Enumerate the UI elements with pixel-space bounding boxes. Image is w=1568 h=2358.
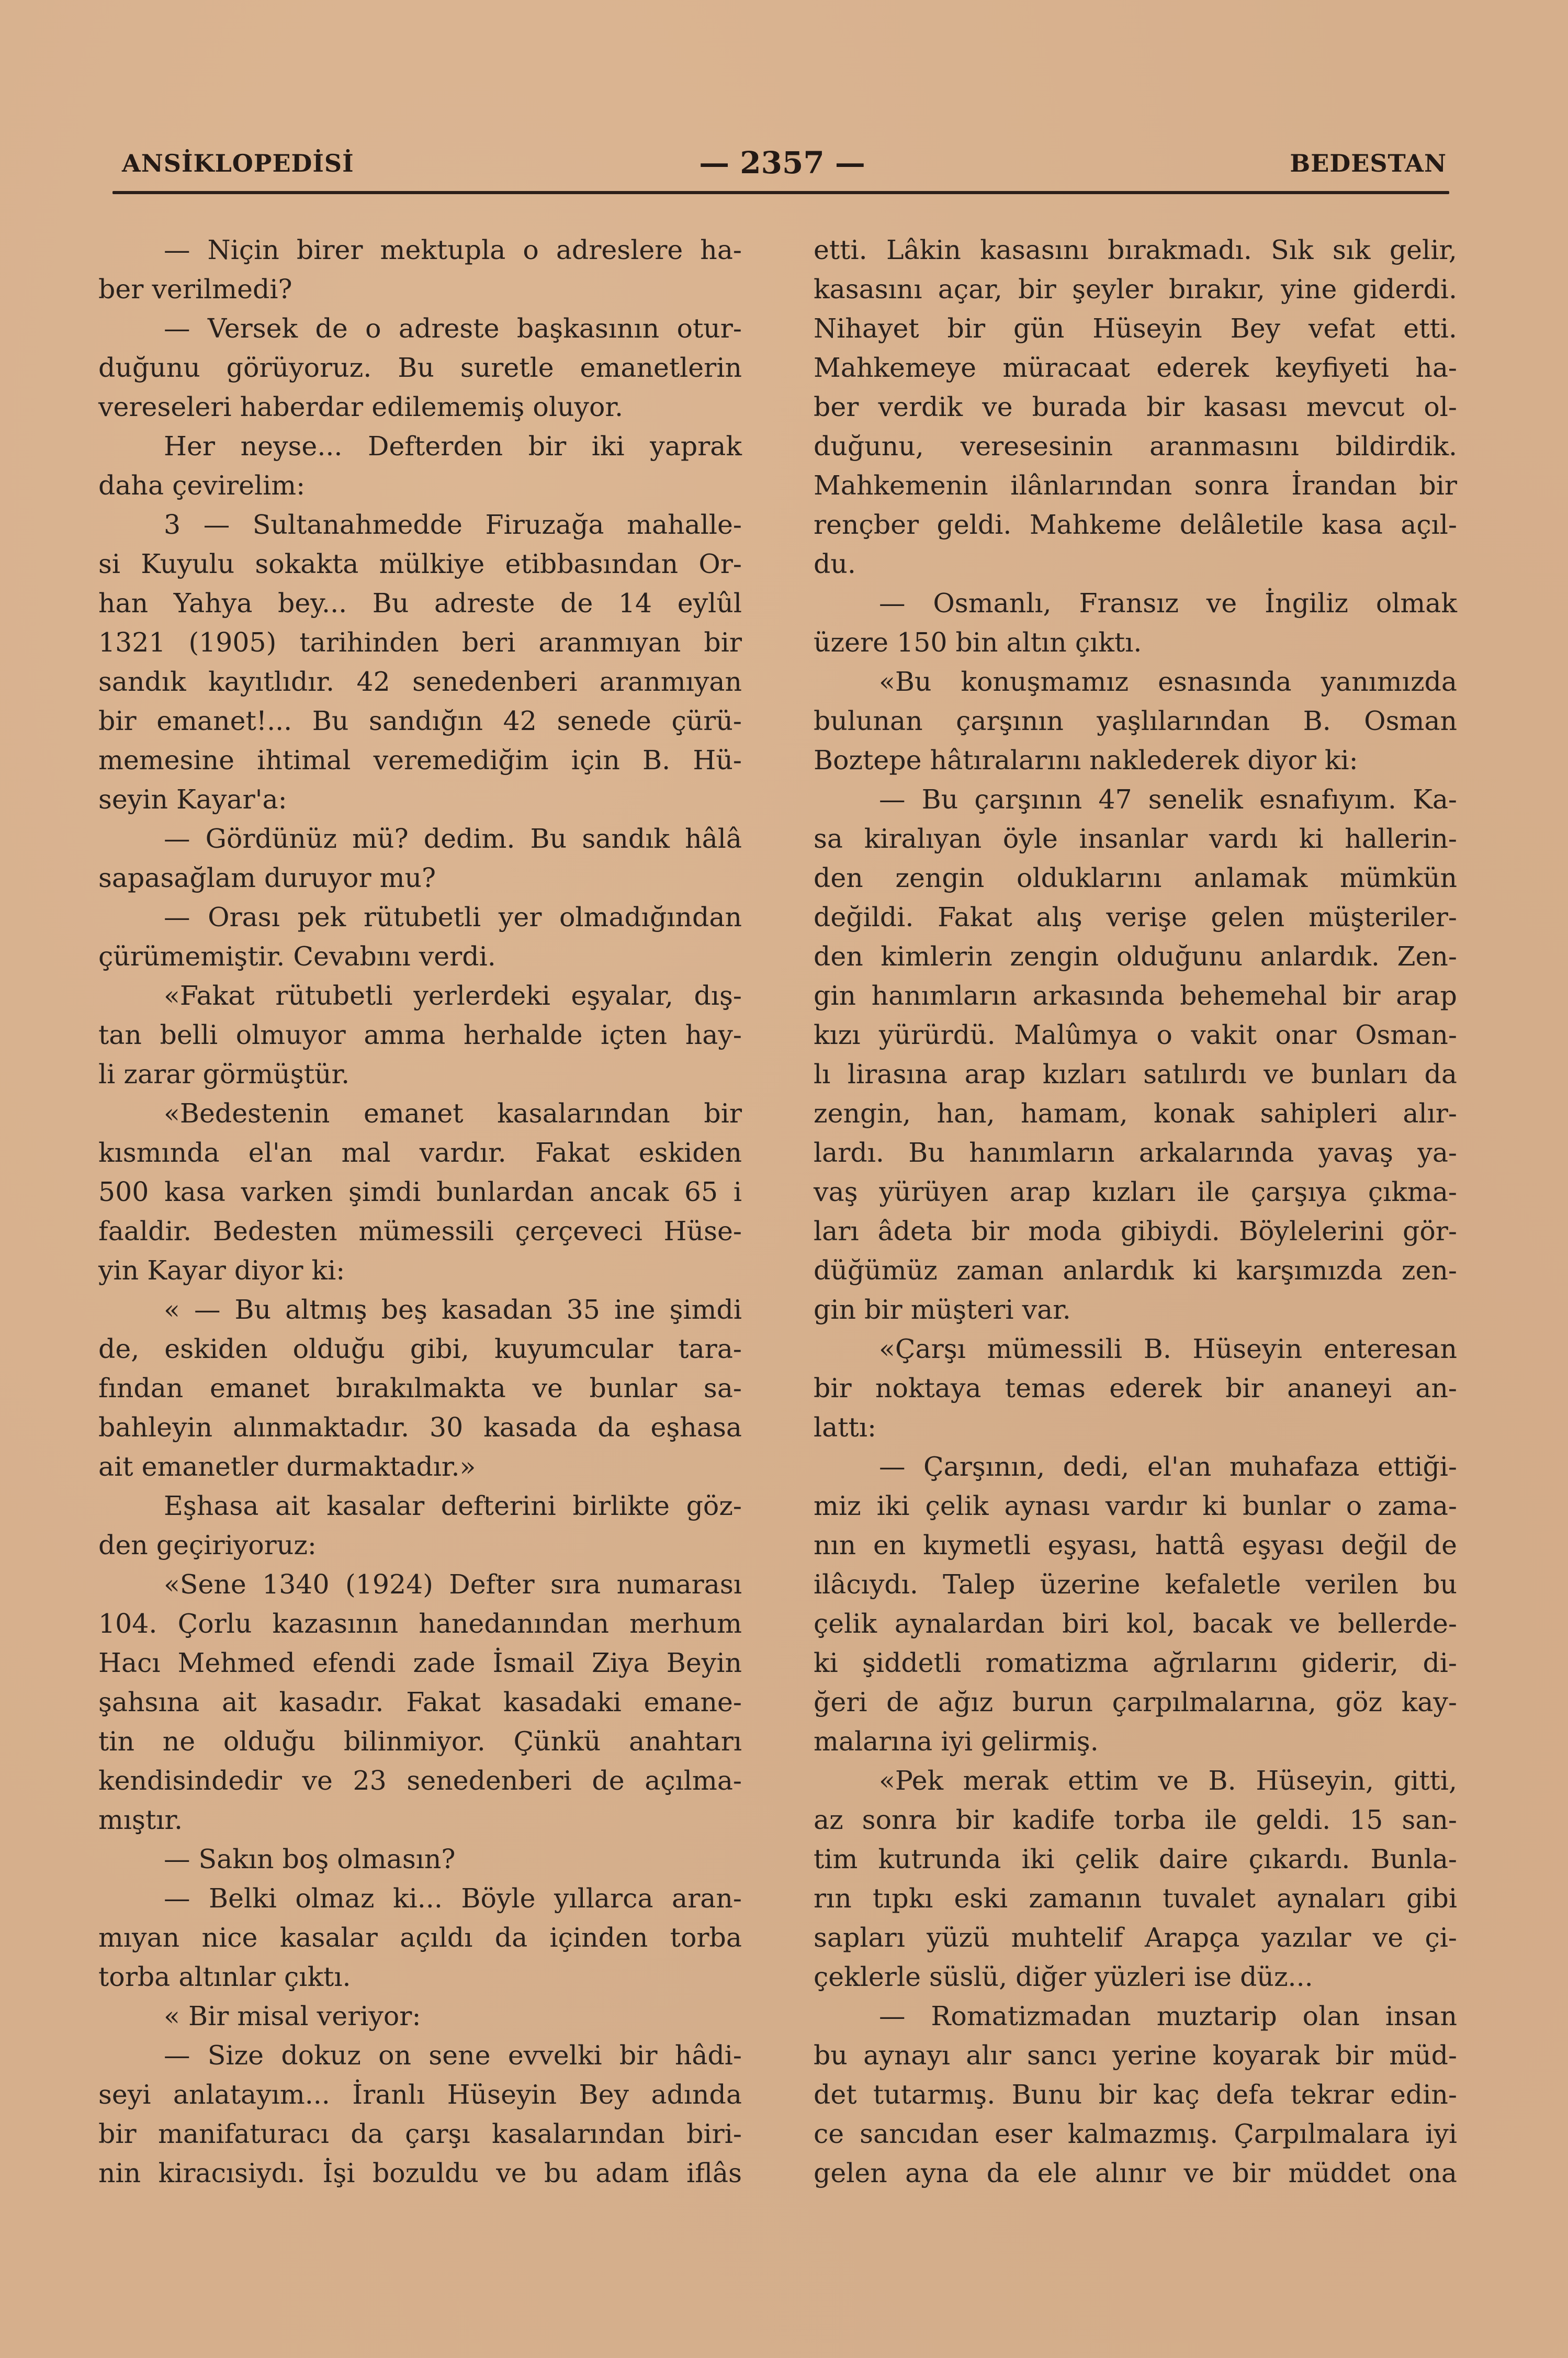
text-line: Mahkemenin ilânlarından sonra İrandan bir <box>814 470 1457 501</box>
text-line: duğunu görüyoruz. Bu suretle emanetlerin <box>98 352 742 383</box>
text-line: vereseleri haberdar edilememiş oluyor. <box>98 391 624 422</box>
running-head-left: ANSİKLOPEDİSİ <box>122 149 354 177</box>
text-line: rençber geldi. Mahkeme delâletile kasa açıl- <box>814 509 1457 540</box>
paragraph <box>98 1839 742 1879</box>
paragraph <box>98 1996 742 2036</box>
text-line: şahsına ait kasadır. Fakat kasadaki emane- <box>98 1687 742 1717</box>
text-line: çürümemiştir. Cevabını verdi. <box>98 941 496 972</box>
text-line: 3 — Sultanahmedde Firuzağa mahalle- <box>164 509 742 540</box>
paragraph <box>98 230 742 309</box>
paragraph <box>814 1761 1457 1996</box>
text-line: lattı: <box>814 1412 877 1443</box>
text-line: sapları yüzü muhtelif Arapça yazılar ve çi- <box>814 1922 1457 1953</box>
text-line: nin kiracısiydı. İşi bozuldu ve bu adam iflâs <box>98 2158 742 2188</box>
text-line: Hacı Mehmed efendi zade İsmail Ziya Beyin <box>98 1647 742 1678</box>
text-line: kasasını açar, bir şeyler bırakır, yine giderdi. <box>814 274 1457 305</box>
text-line: memesine ihtimal veremediğim için B. Hü- <box>98 745 742 776</box>
text-line: torba altınlar çıktı. <box>98 1961 351 1992</box>
text-line: malarına iyi gelirmiş. <box>814 1726 1099 1757</box>
paragraph <box>98 897 742 976</box>
paragraph <box>814 230 1457 583</box>
text-line: — Size dokuz on sene evvelki bir hâdi- <box>164 2040 742 2071</box>
text-line: « Bir misal veriyor: <box>164 2001 421 2031</box>
paragraph <box>98 505 742 819</box>
text-line: faaldir. Bedesten mümessili çerçeveci Hüse- <box>98 1216 742 1247</box>
paragraph <box>814 1447 1457 1761</box>
text-line: — Versek de o adreste başkasının otur- <box>164 313 742 344</box>
text-line: det tutarmış. Bunu bir kaç defa tekrar edin- <box>814 2079 1457 2110</box>
text-line: «Bu konuşmamız esnasında yanımızda <box>879 666 1457 697</box>
text-line: sapasağlam duruyor mu? <box>98 862 436 893</box>
text-line: si Kuyulu sokakta mülkiye etibbasından Or- <box>98 548 742 579</box>
paragraph <box>98 1565 742 1839</box>
page-number: — 2357 — <box>699 145 865 181</box>
text-line: den geçiriyoruz: <box>98 1530 317 1560</box>
text-line: Mahkemeye müracaat ederek keyfiyeti ha- <box>814 352 1457 383</box>
text-line: Nihayet bir gün Hüseyin Bey vefat etti. <box>814 313 1457 344</box>
text-line: nın en kıymetli eşyası, hattâ eşyası değil de <box>814 1530 1457 1560</box>
text-line: fından emanet bırakılmakta ve bunlar sa- <box>98 1373 742 1403</box>
page-header <box>118 145 1447 191</box>
text-line: bu aynayı alır sancı yerine koyarak bir müd- <box>814 2040 1457 2071</box>
text-line: kısmında el'an mal vardır. Fakat eskiden <box>98 1137 742 1168</box>
text-line: bir noktaya temas ederek bir ananeyi an- <box>814 1373 1457 1403</box>
text-line: li zarar görmüştür. <box>98 1059 350 1090</box>
text-line: bahleyin alınmaktadır. 30 kasada da eşhasa <box>98 1412 742 1443</box>
text-line: yin Kayar diyor ki: <box>98 1255 345 1286</box>
text-line: tin ne olduğu bilinmiyor. Çünkü anahtarı <box>98 1726 742 1757</box>
text-line: üzere 150 bin altın çıktı. <box>814 627 1142 658</box>
text-line: rın tıpkı eski zamanın tuvalet aynaları gibi <box>814 1883 1457 1914</box>
paragraph <box>814 583 1457 662</box>
text-line: seyin Kayar'a: <box>98 784 287 815</box>
text-line: den kimlerin zengin olduğunu anlardık. Zen- <box>814 941 1457 972</box>
text-line: 500 kasa varken şimdi bunlardan ancak 65 i <box>98 1176 742 1207</box>
text-line: — Sakın boş olmasın? <box>164 1844 456 1874</box>
text-line: tim kutrunda iki çelik daire çıkardı. Bunla- <box>814 1844 1457 1874</box>
text-line: daha çevirelim: <box>98 470 306 501</box>
text-line: etti. Lâkin kasasını bırakmadı. Sık sık gelir, <box>814 234 1457 265</box>
paragraph <box>814 780 1457 1329</box>
text-line: — Belki olmaz ki... Böyle yıllarca aran- <box>164 1883 742 1914</box>
text-line: «Bedestenin emanet kasalarından bir <box>164 1098 742 1129</box>
text-line: ilâcıydı. Talep üzerine kefaletle verilen bu <box>814 1569 1457 1600</box>
text-line: de, eskiden olduğu gibi, kuyumcular tara- <box>98 1333 742 1364</box>
text-line: seyi anlatayım... İranlı Hüseyin Bey adında <box>98 2079 742 2110</box>
paragraph <box>814 1996 1457 2193</box>
text-line: az sonra bir kadife torba ile geldi. 15 san- <box>814 1804 1457 1835</box>
running-head-right: BEDESTAN <box>1290 149 1447 177</box>
text-line: gelen ayna da ele alınır ve bir müddet ona <box>814 2158 1457 2188</box>
text-line: — Orası pek rütubetli yer olmadığından <box>164 902 742 933</box>
text-line: ber verilmedi? <box>98 274 292 305</box>
paragraph <box>814 1329 1457 1447</box>
paragraph <box>98 426 742 505</box>
paragraph <box>98 1486 742 1565</box>
text-line: ait emanetler durmaktadır.» <box>98 1451 476 1482</box>
text-line: bir emanet!... Bu sandığın 42 senede çürü- <box>98 705 742 736</box>
text-line: — Niçin birer mektupla o adreslere ha- <box>164 234 742 265</box>
paragraph <box>98 309 742 426</box>
text-line: mıştır. <box>98 1804 183 1835</box>
text-line: — Romatizmadan muztarip olan insan <box>879 2001 1457 2031</box>
text-line: « — Bu altmış beş kasadan 35 ine şimdi <box>164 1294 742 1325</box>
text-line: mıyan nice kasalar açıldı da içinden torba <box>98 1922 742 1953</box>
text-line: kızı yürürdü. Malûmya o vakit onar Osman- <box>814 1019 1457 1050</box>
paragraph <box>98 819 742 897</box>
text-line: han Yahya bey... Bu adreste de 14 eylûl <box>98 588 742 619</box>
text-line: tan belli olmuyor amma herhalde içten hay- <box>98 1019 742 1050</box>
paragraph <box>98 1094 742 1290</box>
text-line: Boztepe hâtıralarını naklederek diyor ki: <box>814 745 1358 776</box>
right-column <box>814 230 1457 2193</box>
left-column <box>98 230 742 2193</box>
text-line: den zengin olduklarını anlamak mümkün <box>814 862 1457 893</box>
text-line: bulunan çarşının yaşlılarından B. Osman <box>814 705 1457 736</box>
text-line: duğunu, veresesinin aranmasını bildirdik. <box>814 431 1457 462</box>
text-line: lı lirasına arap kızları satılırdı ve bunları da <box>814 1059 1457 1090</box>
text-line: vaş yürüyen arap kızları ile çarşıya çıkma- <box>814 1176 1457 1207</box>
paragraph <box>98 2036 742 2193</box>
text-line: çelik aynalardan biri kol, bacak ve bellerde- <box>814 1608 1457 1639</box>
text-line: ğeri de ağız burun çarpılmalarına, göz kay- <box>814 1687 1457 1717</box>
paragraph <box>98 976 742 1094</box>
text-line: Eşhasa ait kasalar defterini birlikte göz- <box>164 1490 742 1521</box>
text-line: değildi. Fakat alış verişe gelen müşteriler- <box>814 902 1457 933</box>
text-line: ki şiddetli romatizma ağrılarını giderir, di- <box>814 1647 1457 1678</box>
text-line: — Bu çarşının 47 senelik esnafıyım. Ka- <box>879 784 1457 815</box>
text-line: sandık kayıtlıdır. 42 senedenberi aranmıyan <box>98 666 742 697</box>
text-line: çeklerle süslü, diğer yüzleri ise düz... <box>814 1961 1313 1992</box>
text-line: zengin, han, hamam, konak sahipleri alır- <box>814 1098 1457 1129</box>
text-line: ber verdik ve burada bir kasası mevcut ol- <box>814 391 1457 422</box>
paragraph <box>814 662 1457 780</box>
text-line: 104. Çorlu kazasının hanedanından merhum <box>98 1608 742 1639</box>
text-line: düğümüz zaman anlardık ki karşımızda zen- <box>814 1255 1457 1286</box>
text-line: «Fakat rütubetli yerlerdeki eşyalar, dış- <box>164 980 742 1011</box>
text-line: kendisindedir ve 23 senedenberi de açılma- <box>98 1765 742 1796</box>
text-line: bir manifaturacı da çarşı kasalarından biri- <box>98 2118 742 2149</box>
text-line: ları âdeta bir moda gibiydi. Böylelerini gör- <box>814 1216 1457 1247</box>
text-line: gin hanımların arkasında behemehal bir arap <box>814 980 1457 1011</box>
text-line: — Osmanlı, Fransız ve İngiliz olmak <box>879 588 1457 619</box>
text-line: — Gördünüz mü? dedim. Bu sandık hâlâ <box>164 823 742 854</box>
paragraph <box>98 1879 742 1996</box>
text-line: lardı. Bu hanımların arkalarında yavaş ya- <box>814 1137 1457 1168</box>
header-rule <box>112 191 1449 194</box>
text-line: Her neyse... Defterden bir iki yaprak <box>164 431 742 462</box>
text-line: «Pek merak ettim ve B. Hüseyin, gitti, <box>879 1765 1457 1796</box>
text-line: — Çarşının, dedi, el'an muhafaza ettiği- <box>879 1451 1457 1482</box>
text-line: 1321 (1905) tarihinden beri aranmıyan bir <box>98 627 742 658</box>
text-line: «Sene 1340 (1924) Defter sıra numarası <box>164 1569 742 1600</box>
text-line: gin bir müşteri var. <box>814 1294 1071 1325</box>
text-line: «Çarşı mümessili B. Hüseyin enteresan <box>879 1333 1457 1364</box>
text-line: miz iki çelik aynası vardır ki bunlar o zama- <box>814 1490 1457 1521</box>
text-line: du. <box>814 548 856 579</box>
paragraph <box>98 1290 742 1486</box>
text-line: sa kiralıyan öyle insanlar vardı ki hallerin- <box>814 823 1457 854</box>
text-line: ce sancıdan eser kalmazmış. Çarpılmalara iyi <box>814 2118 1457 2149</box>
